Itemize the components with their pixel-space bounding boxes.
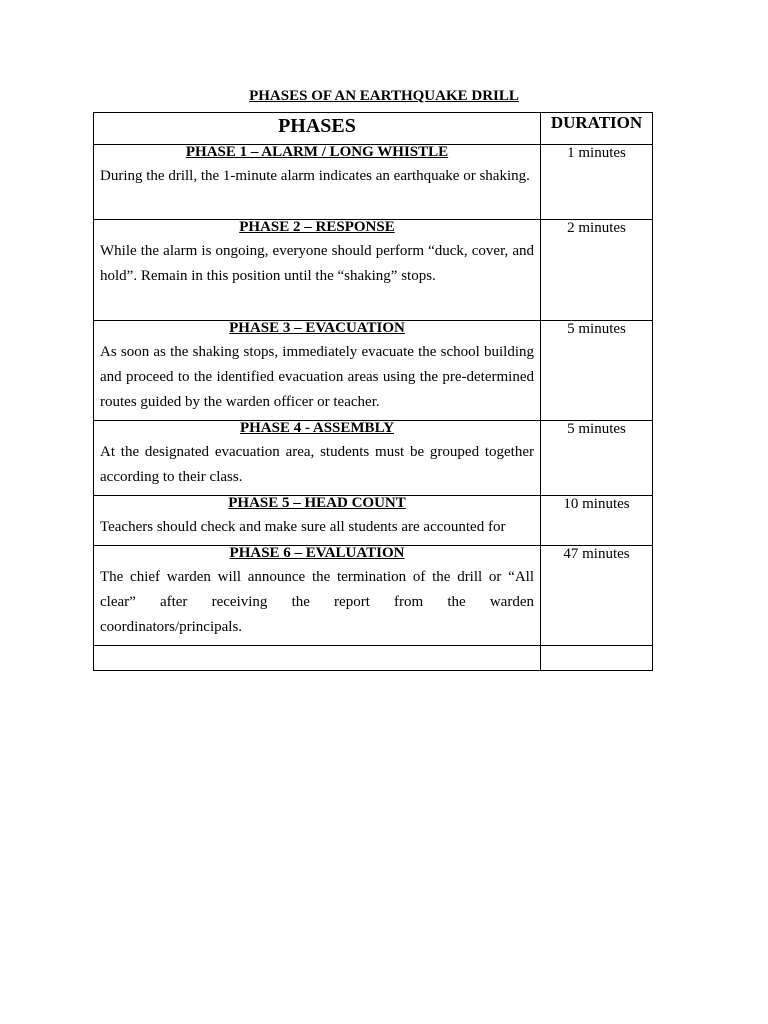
table-row xyxy=(94,496,653,546)
phase-description: During the drill, the 1-minute alarm indicates an earthquake or shaking. xyxy=(100,168,530,184)
phase-cell xyxy=(94,321,541,421)
duration-cell: 2 minutes xyxy=(541,220,653,321)
duration-cell: 1 minutes xyxy=(541,145,653,220)
phase-title: PHASE 5 – HEAD COUNT xyxy=(228,495,406,511)
phase-description: As soon as the shaking stops, immediately evacuate the school building and proceed to the identified evacuation areas using the pre-determined routes guided by the warden officer or teacher. xyxy=(100,344,534,410)
phase-title: PHASE 1 – ALARM / LONG WHISTLE xyxy=(185,144,449,160)
phase-cell xyxy=(94,496,541,546)
phase-title: PHASE 4 - ASSEMBLY xyxy=(239,420,395,436)
table-row xyxy=(94,145,653,220)
header-phases: PHASES xyxy=(94,113,541,145)
table-row xyxy=(94,546,653,646)
phase-cell xyxy=(94,220,541,321)
duration-cell: 5 minutes xyxy=(541,421,653,496)
phase-description: While the alarm is ongoing, everyone should perform “duck, cover, and hold”. Remain in this position until the “shaking” stops. xyxy=(100,243,534,284)
duration-cell: 5 minutes xyxy=(541,321,653,421)
table-row xyxy=(94,321,653,421)
empty-duration-cell xyxy=(541,646,653,671)
phase-title: PHASE 3 – EVACUATION xyxy=(229,320,405,336)
duration-cell: 47 minutes xyxy=(541,546,653,646)
phase-description: Teachers should check and make sure all students are accounted for xyxy=(100,519,506,535)
empty-table-row xyxy=(94,646,653,671)
phase-cell xyxy=(94,421,541,496)
duration-cell: 10 minutes xyxy=(541,496,653,546)
phase-description: The chief warden will announce the termination of the drill or “All clear” after receiving the report from the warden coordinators/principals. xyxy=(100,569,534,635)
document-title: PHASES OF AN EARTHQUAKE DRILL xyxy=(249,88,519,104)
table-row xyxy=(94,421,653,496)
phase-cell xyxy=(94,145,541,220)
table-row xyxy=(94,220,653,321)
header-duration: DURATION xyxy=(541,113,653,145)
phases-table xyxy=(93,112,653,671)
table-header-row xyxy=(94,113,653,145)
phase-cell xyxy=(94,546,541,646)
phase-title: PHASE 2 – RESPONSE xyxy=(239,219,395,235)
phase-title: PHASE 6 – EVALUATION xyxy=(229,545,405,561)
empty-phase-cell xyxy=(94,646,541,671)
phase-description: At the designated evacuation area, students must be grouped together according to their class. xyxy=(100,444,534,485)
